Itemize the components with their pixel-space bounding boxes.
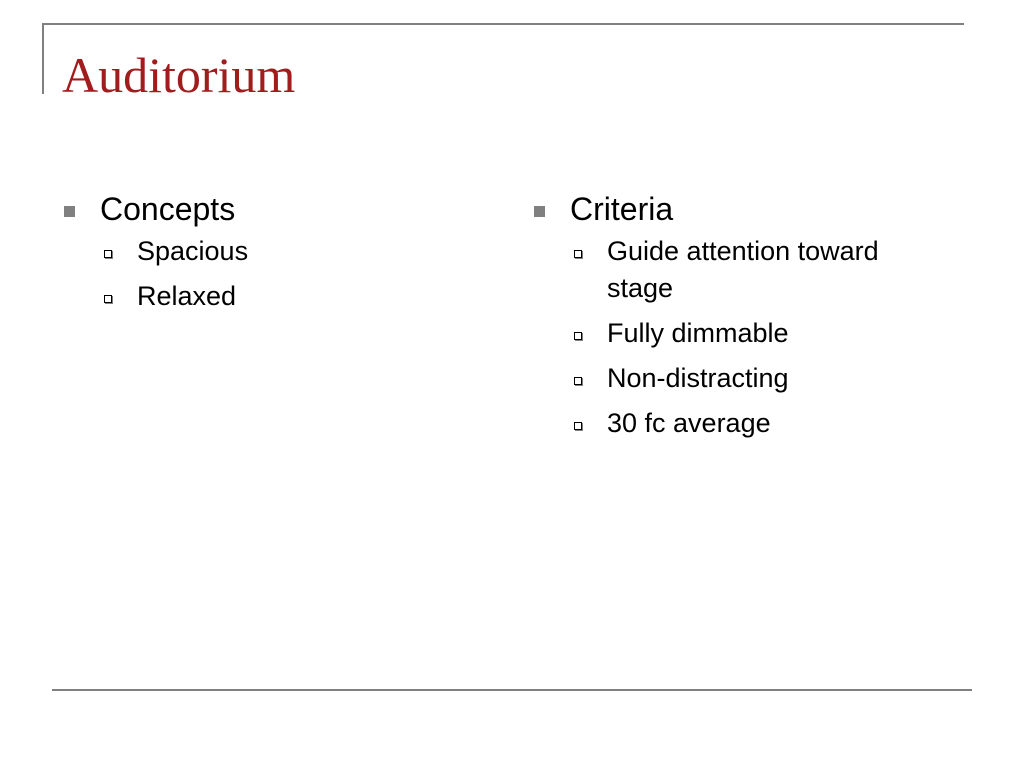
list-item [62, 278, 462, 315]
title-frame-top-rule [42, 23, 964, 25]
hollow-square-bullet-icon [574, 422, 582, 430]
list-item [532, 315, 927, 352]
square-bullet-icon [534, 206, 545, 217]
list-item [62, 233, 462, 270]
hollow-square-bullet-icon [574, 377, 582, 385]
criteria-list [532, 233, 932, 442]
hollow-square-bullet-icon [574, 250, 582, 258]
list-item [532, 405, 927, 442]
concepts-heading: Concepts [100, 191, 236, 227]
list-item-text: Non-distracting [607, 363, 789, 393]
list-item-text: Fully dimmable [607, 318, 789, 348]
criteria-bullet [532, 188, 932, 230]
list-item-text: Spacious [137, 236, 249, 266]
title-frame-left-rule [42, 23, 44, 94]
list-item-text: Guide attention toward stage [607, 236, 879, 303]
hollow-square-bullet-icon [104, 250, 112, 258]
criteria-heading: Criteria [570, 191, 674, 227]
criteria-column [532, 188, 932, 450]
square-bullet-icon [64, 206, 75, 217]
slide-title: Auditorium [62, 47, 296, 103]
concepts-bullet [62, 188, 462, 230]
concepts-column [62, 188, 462, 323]
footer-rule [52, 689, 972, 691]
list-item [532, 360, 927, 397]
list-item-text: Relaxed [137, 281, 237, 311]
list-item [532, 233, 927, 307]
list-item-text: 30 fc average [607, 408, 771, 438]
concepts-list [62, 233, 462, 315]
hollow-square-bullet-icon [104, 295, 112, 303]
hollow-square-bullet-icon [574, 332, 582, 340]
